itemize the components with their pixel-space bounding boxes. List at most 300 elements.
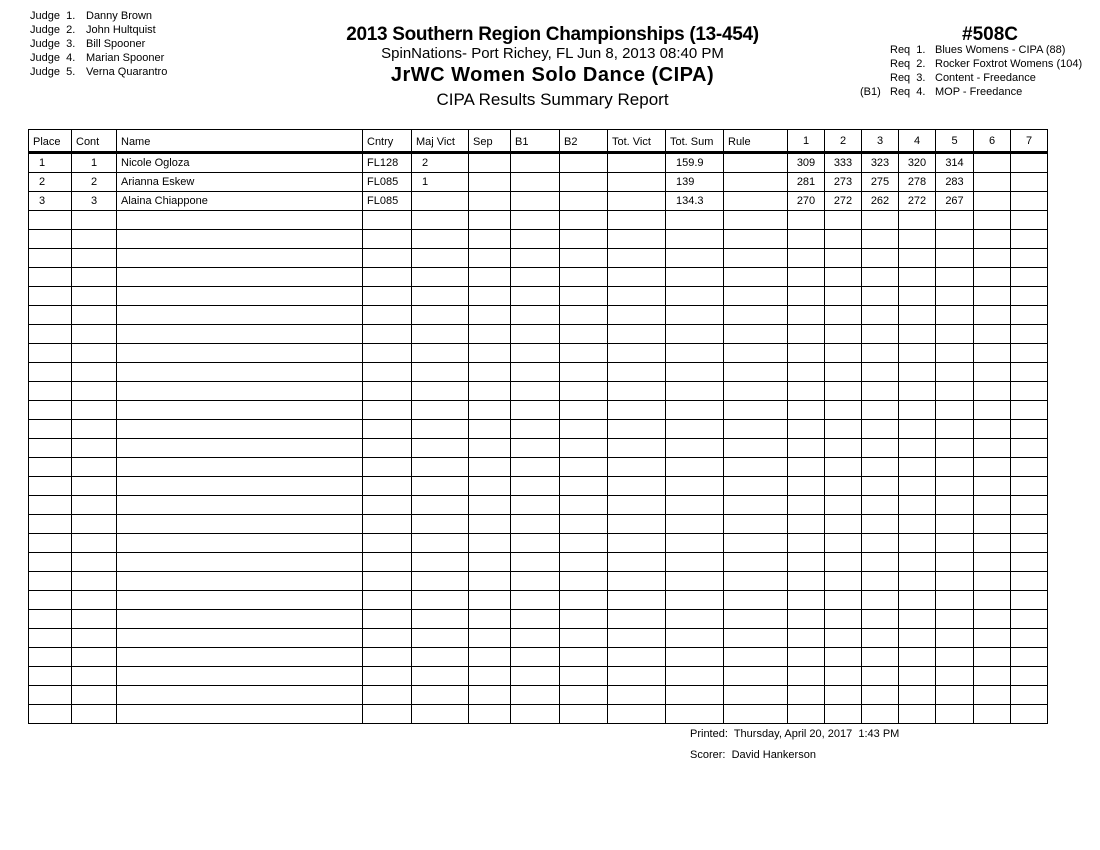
empty-cell: [788, 705, 825, 724]
empty-cell: [560, 401, 608, 420]
empty-cell: [825, 705, 862, 724]
event-title: 2013 Southern Region Championships (13-454): [346, 24, 759, 45]
empty-table-row: [29, 629, 1048, 648]
empty-cell: [666, 477, 724, 496]
empty-cell: [974, 648, 1011, 667]
empty-cell: [511, 306, 560, 325]
empty-cell: [363, 306, 412, 325]
empty-cell: [560, 211, 608, 230]
empty-cell: [469, 325, 511, 344]
empty-cell: [899, 477, 936, 496]
empty-cell: [608, 572, 666, 591]
empty-cell: [511, 515, 560, 534]
empty-cell: [469, 268, 511, 287]
empty-cell: [788, 572, 825, 591]
empty-cell: [560, 382, 608, 401]
empty-cell: [788, 515, 825, 534]
empty-table-row: [29, 667, 1048, 686]
empty-cell: [72, 515, 117, 534]
empty-cell: [974, 382, 1011, 401]
empty-cell: [72, 249, 117, 268]
empty-cell: [117, 610, 363, 629]
category-title: JrWC Women Solo Dance (CIPA): [390, 64, 715, 86]
empty-cell: [899, 287, 936, 306]
empty-cell: [724, 382, 788, 401]
empty-cell: [511, 629, 560, 648]
empty-cell: [117, 382, 363, 401]
empty-cell: [29, 534, 72, 553]
empty-cell: [469, 420, 511, 439]
col-judge-4: 4: [899, 130, 936, 153]
empty-cell: [788, 287, 825, 306]
empty-cell: [511, 705, 560, 724]
empty-cell: [29, 686, 72, 705]
empty-cell: [724, 363, 788, 382]
empty-cell: [724, 610, 788, 629]
empty-cell: [862, 553, 899, 572]
requirement-item: Req 1. Blues Womens - CIPA (88): [890, 44, 1066, 56]
judge-name: John Hultquist: [86, 24, 156, 36]
empty-cell: [469, 344, 511, 363]
empty-cell: [117, 230, 363, 249]
empty-cell: [29, 439, 72, 458]
empty-cell: [511, 610, 560, 629]
empty-cell: [974, 515, 1011, 534]
judge-item: Judge 1. Danny Brown: [30, 10, 153, 22]
empty-cell: [936, 344, 974, 363]
empty-cell: [724, 686, 788, 705]
empty-cell: [825, 344, 862, 363]
empty-cell: [29, 553, 72, 572]
empty-cell: [511, 382, 560, 401]
empty-cell: [560, 610, 608, 629]
empty-cell: [862, 686, 899, 705]
empty-cell: [936, 420, 974, 439]
col-b1: B1: [511, 130, 560, 153]
empty-cell: [412, 382, 469, 401]
empty-cell: [469, 249, 511, 268]
empty-cell: [560, 534, 608, 553]
empty-cell: [825, 306, 862, 325]
empty-cell: [608, 344, 666, 363]
empty-cell: [788, 496, 825, 515]
empty-table-row: [29, 686, 1048, 705]
col-sep: Sep: [469, 130, 511, 153]
empty-cell: [72, 477, 117, 496]
empty-cell: [117, 477, 363, 496]
empty-cell: [608, 249, 666, 268]
empty-cell: [666, 591, 724, 610]
empty-cell: [511, 591, 560, 610]
empty-cell: [666, 705, 724, 724]
empty-cell: [469, 363, 511, 382]
empty-cell: [560, 325, 608, 344]
empty-cell: [899, 686, 936, 705]
empty-cell: [666, 496, 724, 515]
empty-cell: [788, 211, 825, 230]
empty-cell: [724, 211, 788, 230]
empty-cell: [511, 325, 560, 344]
table-row: 1 1 Nicole Ogloza FL128 2 159.9 309 333 323 320 314: [29, 153, 1048, 173]
empty-cell: [29, 268, 72, 287]
empty-cell: [608, 629, 666, 648]
empty-cell: [117, 705, 363, 724]
empty-cell: [1011, 610, 1048, 629]
empty-cell: [608, 477, 666, 496]
empty-cell: [608, 458, 666, 477]
empty-cell: [29, 572, 72, 591]
empty-cell: [412, 287, 469, 306]
empty-cell: [608, 705, 666, 724]
empty-table-row: [29, 572, 1048, 591]
empty-cell: [560, 344, 608, 363]
empty-cell: [862, 382, 899, 401]
empty-cell: [666, 534, 724, 553]
empty-table-row: [29, 306, 1048, 325]
empty-cell: [469, 287, 511, 306]
empty-cell: [974, 667, 1011, 686]
empty-cell: [560, 667, 608, 686]
empty-cell: [1011, 496, 1048, 515]
empty-cell: [560, 496, 608, 515]
empty-cell: [666, 648, 724, 667]
empty-cell: [862, 401, 899, 420]
empty-cell: [788, 553, 825, 572]
empty-cell: [788, 477, 825, 496]
empty-cell: [117, 686, 363, 705]
empty-cell: [825, 572, 862, 591]
empty-cell: [29, 610, 72, 629]
empty-cell: [1011, 230, 1048, 249]
empty-cell: [666, 420, 724, 439]
empty-cell: [560, 458, 608, 477]
skater-name: Alaina Chiappone: [117, 192, 363, 211]
empty-table-row: [29, 496, 1048, 515]
empty-cell: [117, 363, 363, 382]
empty-cell: [412, 572, 469, 591]
empty-cell: [936, 686, 974, 705]
empty-cell: [1011, 629, 1048, 648]
empty-cell: [825, 610, 862, 629]
empty-cell: [29, 420, 72, 439]
empty-cell: [862, 211, 899, 230]
empty-cell: [412, 667, 469, 686]
empty-cell: [29, 515, 72, 534]
empty-cell: [974, 610, 1011, 629]
empty-cell: [29, 458, 72, 477]
empty-cell: [788, 591, 825, 610]
empty-cell: [363, 230, 412, 249]
empty-cell: [899, 553, 936, 572]
empty-cell: [666, 439, 724, 458]
empty-cell: [72, 401, 117, 420]
empty-cell: [469, 610, 511, 629]
table-header-row: [29, 130, 1048, 153]
empty-cell: [974, 344, 1011, 363]
empty-cell: [363, 401, 412, 420]
empty-cell: [72, 629, 117, 648]
empty-cell: [72, 439, 117, 458]
empty-cell: [974, 287, 1011, 306]
judges-list: [30, 9, 167, 79]
empty-cell: [363, 648, 412, 667]
empty-cell: [1011, 439, 1048, 458]
empty-cell: [412, 648, 469, 667]
col-rule: Rule: [724, 130, 788, 153]
empty-cell: [788, 458, 825, 477]
empty-cell: [363, 572, 412, 591]
empty-cell: [899, 268, 936, 287]
empty-cell: [825, 648, 862, 667]
empty-cell: [608, 439, 666, 458]
col-judge-6: 6: [974, 130, 1011, 153]
empty-cell: [72, 648, 117, 667]
empty-cell: [412, 325, 469, 344]
empty-cell: [29, 211, 72, 230]
empty-cell: [666, 268, 724, 287]
empty-cell: [117, 306, 363, 325]
empty-cell: [560, 553, 608, 572]
empty-cell: [560, 705, 608, 724]
empty-cell: [936, 268, 974, 287]
empty-cell: [862, 249, 899, 268]
empty-cell: [825, 230, 862, 249]
empty-cell: [72, 705, 117, 724]
empty-table-row: [29, 344, 1048, 363]
empty-cell: [560, 306, 608, 325]
empty-cell: [29, 629, 72, 648]
empty-cell: [899, 515, 936, 534]
empty-cell: [862, 420, 899, 439]
empty-cell: [724, 439, 788, 458]
empty-cell: [666, 325, 724, 344]
skater-name: Arianna Eskew: [117, 173, 363, 192]
empty-cell: [666, 363, 724, 382]
empty-cell: [936, 534, 974, 553]
empty-cell: [412, 515, 469, 534]
empty-cell: [117, 420, 363, 439]
empty-table-row: [29, 287, 1048, 306]
empty-cell: [511, 534, 560, 553]
empty-cell: [788, 325, 825, 344]
printed-timestamp: Printed: Thursday, April 20, 2017 1:43 PM: [690, 728, 900, 740]
empty-cell: [72, 667, 117, 686]
empty-cell: [974, 534, 1011, 553]
empty-cell: [560, 477, 608, 496]
empty-cell: [560, 363, 608, 382]
empty-cell: [412, 458, 469, 477]
empty-cell: [511, 230, 560, 249]
col-cont: Cont: [72, 130, 117, 153]
empty-cell: [724, 667, 788, 686]
empty-cell: [724, 458, 788, 477]
empty-cell: [936, 401, 974, 420]
empty-cell: [29, 667, 72, 686]
empty-cell: [608, 515, 666, 534]
empty-table-row: [29, 610, 1048, 629]
empty-table-row: [29, 477, 1048, 496]
empty-cell: [117, 211, 363, 230]
empty-cell: [974, 439, 1011, 458]
empty-cell: [511, 363, 560, 382]
col-tot-vict: Tot. Vict: [608, 130, 666, 153]
empty-cell: [363, 420, 412, 439]
empty-cell: [363, 477, 412, 496]
empty-cell: [363, 211, 412, 230]
judge-name: Bill Spooner: [86, 38, 146, 50]
empty-cell: [724, 249, 788, 268]
empty-cell: [724, 401, 788, 420]
empty-cell: [117, 591, 363, 610]
empty-cell: [560, 249, 608, 268]
empty-cell: [666, 287, 724, 306]
empty-cell: [608, 610, 666, 629]
empty-cell: [412, 249, 469, 268]
empty-cell: [363, 667, 412, 686]
empty-cell: [825, 534, 862, 553]
report-name: CIPA Results Summary Report: [436, 90, 669, 109]
empty-cell: [666, 458, 724, 477]
empty-cell: [936, 572, 974, 591]
empty-cell: [936, 287, 974, 306]
empty-cell: [412, 686, 469, 705]
skater-name: Nicole Ogloza: [117, 153, 363, 173]
empty-cell: [511, 496, 560, 515]
empty-cell: [469, 629, 511, 648]
empty-cell: [29, 306, 72, 325]
empty-cell: [788, 249, 825, 268]
empty-cell: [608, 667, 666, 686]
empty-cell: [469, 382, 511, 401]
empty-cell: [862, 344, 899, 363]
empty-cell: [788, 534, 825, 553]
empty-cell: [724, 287, 788, 306]
empty-table-row: [29, 401, 1048, 420]
empty-cell: [862, 458, 899, 477]
empty-cell: [724, 496, 788, 515]
empty-table-row: [29, 249, 1048, 268]
empty-cell: [724, 420, 788, 439]
col-cntry: Cntry: [363, 130, 412, 153]
empty-cell: [899, 420, 936, 439]
empty-cell: [469, 477, 511, 496]
empty-cell: [363, 629, 412, 648]
empty-cell: [469, 667, 511, 686]
col-judge-1: 1: [788, 130, 825, 153]
empty-cell: [788, 420, 825, 439]
empty-cell: [363, 325, 412, 344]
empty-cell: [511, 344, 560, 363]
empty-cell: [363, 363, 412, 382]
empty-cell: [29, 382, 72, 401]
requirements-list: [860, 43, 1082, 99]
judge-name: Marian Spooner: [86, 52, 165, 64]
empty-table-row: [29, 458, 1048, 477]
empty-cell: [1011, 249, 1048, 268]
empty-cell: [1011, 572, 1048, 591]
empty-cell: [666, 610, 724, 629]
empty-cell: [899, 610, 936, 629]
empty-cell: [724, 230, 788, 249]
empty-cell: [72, 325, 117, 344]
empty-cell: [788, 344, 825, 363]
empty-cell: [899, 439, 936, 458]
empty-cell: [899, 211, 936, 230]
empty-cell: [724, 477, 788, 496]
empty-cell: [1011, 553, 1048, 572]
empty-cell: [788, 667, 825, 686]
col-name: Name: [117, 130, 363, 153]
empty-cell: [412, 363, 469, 382]
empty-cell: [469, 572, 511, 591]
empty-cell: [788, 230, 825, 249]
empty-cell: [666, 230, 724, 249]
empty-cell: [117, 439, 363, 458]
empty-cell: [72, 591, 117, 610]
empty-cell: [608, 382, 666, 401]
empty-cell: [899, 363, 936, 382]
empty-cell: [511, 268, 560, 287]
empty-cell: [974, 705, 1011, 724]
empty-cell: [608, 230, 666, 249]
venue-line: SpinNations- Port Richey, FL Jun 8, 2013 08:40 PM: [381, 45, 724, 62]
empty-cell: [936, 591, 974, 610]
empty-cell: [1011, 458, 1048, 477]
empty-cell: [469, 534, 511, 553]
empty-cell: [899, 496, 936, 515]
empty-cell: [974, 401, 1011, 420]
empty-cell: [1011, 686, 1048, 705]
empty-cell: [788, 363, 825, 382]
empty-cell: [560, 287, 608, 306]
empty-cell: [936, 515, 974, 534]
empty-cell: [511, 287, 560, 306]
empty-cell: [825, 249, 862, 268]
empty-cell: [560, 686, 608, 705]
empty-cell: [72, 534, 117, 553]
empty-cell: [560, 230, 608, 249]
requirement-item: Req 2. Rocker Foxtrot Womens (104): [890, 58, 1083, 70]
empty-cell: [72, 306, 117, 325]
empty-cell: [608, 686, 666, 705]
empty-cell: [608, 496, 666, 515]
empty-cell: [862, 667, 899, 686]
judge-item: Judge 4. Marian Spooner: [30, 52, 165, 64]
empty-cell: [862, 287, 899, 306]
empty-cell: [899, 458, 936, 477]
empty-cell: [936, 363, 974, 382]
empty-cell: [899, 705, 936, 724]
empty-cell: [29, 705, 72, 724]
empty-cell: [412, 477, 469, 496]
empty-cell: [117, 572, 363, 591]
empty-cell: [936, 648, 974, 667]
empty-cell: [72, 610, 117, 629]
empty-cell: [825, 401, 862, 420]
empty-table-row: [29, 420, 1048, 439]
empty-cell: [117, 496, 363, 515]
empty-cell: [862, 705, 899, 724]
empty-cell: [608, 648, 666, 667]
empty-cell: [412, 420, 469, 439]
empty-cell: [862, 496, 899, 515]
judge-item: Judge 3. Bill Spooner: [30, 38, 146, 50]
empty-cell: [511, 477, 560, 496]
empty-cell: [936, 325, 974, 344]
empty-cell: [1011, 401, 1048, 420]
empty-cell: [788, 306, 825, 325]
empty-cell: [974, 458, 1011, 477]
